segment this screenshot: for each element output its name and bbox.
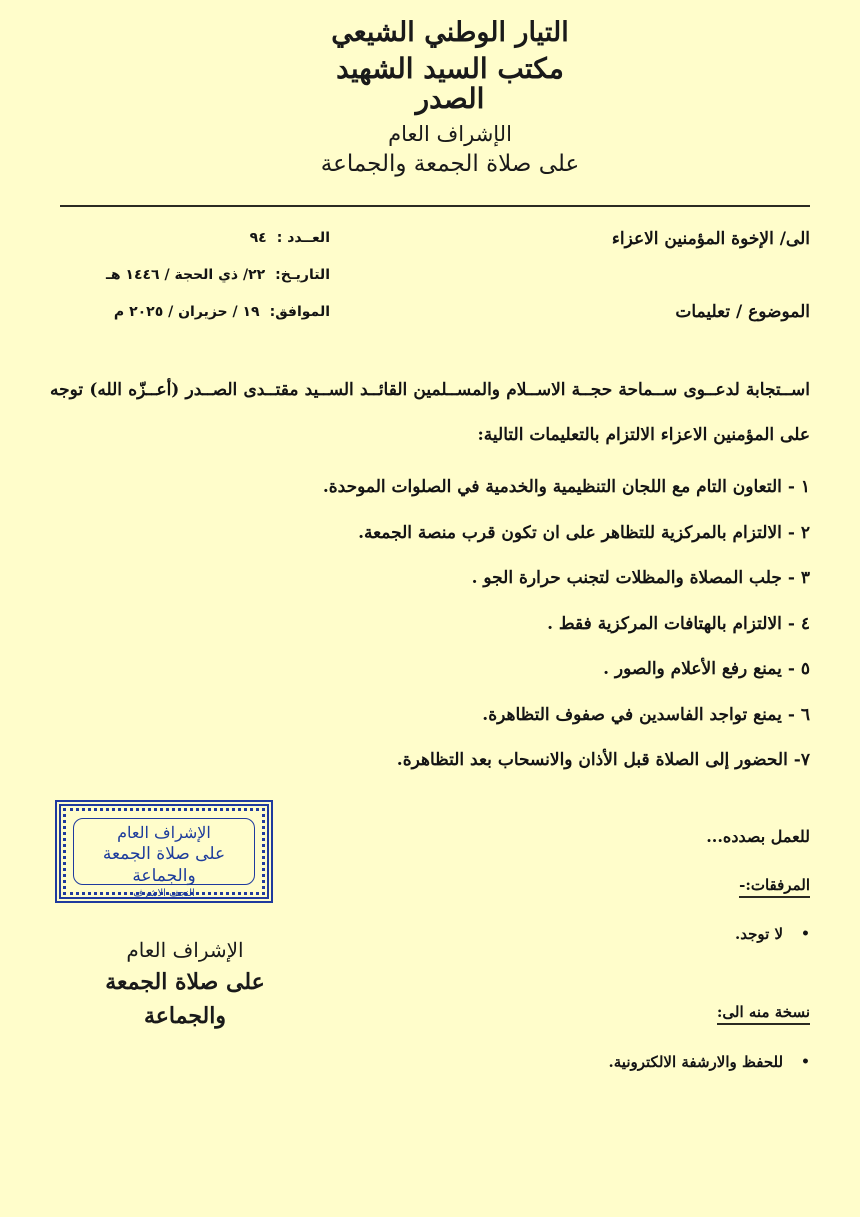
instruction-item xyxy=(190,472,810,518)
letterhead-org-name: التيار الوطني الشيعي xyxy=(331,17,569,48)
attachments-heading: المرفقات:- xyxy=(739,876,810,898)
instruction-number: ١ - xyxy=(787,477,810,497)
document-meta xyxy=(90,230,330,341)
instruction-item xyxy=(190,518,810,564)
bullet-icon: • xyxy=(801,926,810,942)
closing-line: للعمل بصدده... xyxy=(706,827,810,846)
instruction-text: الحضور إلى الصلاة قبل الأذان والانسحاب بعد التظاهرة. xyxy=(396,750,788,770)
meta-number-label: العــدد : xyxy=(276,230,330,246)
meta-gregorian-date-label: الموافق: xyxy=(269,304,330,320)
official-stamp xyxy=(55,800,273,903)
instructions-list xyxy=(190,472,810,791)
instruction-item xyxy=(190,745,810,791)
intro-paragraph: اســتجابة لدعــوى ســماحة حجــة الاســلام والمســلمين القائــد الســيد مقتــدى الصــدر (أعــزّه الله) توجه على المؤمنين الاعزاء الالتزام بالتعليمات التالية: xyxy=(50,380,810,445)
copies-heading: نسخة منه الى: xyxy=(717,1003,810,1025)
attachment-item xyxy=(735,925,810,943)
signature-line-1: الإشراف العام xyxy=(126,938,244,962)
instruction-item xyxy=(190,654,810,700)
meta-number xyxy=(90,230,330,267)
copy-recipient-item xyxy=(609,1053,810,1071)
stamp-line-3: النجف الاشرف xyxy=(133,888,195,899)
calligraphic-signature xyxy=(70,935,300,1033)
instruction-number: ٢ - xyxy=(787,522,810,543)
copy-recipient-text: للحفظ والارشفة الالكترونية. xyxy=(608,1053,784,1071)
instruction-item xyxy=(190,563,810,609)
stamp-line-1: الإشراف العام xyxy=(117,823,211,842)
instruction-number: ٤ - xyxy=(787,613,810,634)
meta-hijri-date-label: التاريـخ: xyxy=(275,267,330,283)
meta-hijri-date xyxy=(90,267,330,304)
letterhead xyxy=(300,18,600,178)
subject-line: الموضوع / تعليمات xyxy=(675,302,810,322)
attachment-item-text: لا توجد. xyxy=(734,925,784,943)
instruction-item xyxy=(190,700,810,746)
letterhead-department-sub: على صلاة الجمعة والجماعة xyxy=(320,151,580,178)
signature-line-2: على صلاة الجمعة والجماعة xyxy=(105,969,265,1029)
addressee: الى/ الإخوة المؤمنين الاعزاء xyxy=(611,229,810,249)
instruction-text: التعاون التام مع اللجان التنظيمية والخدمية في الصلوات الموحدة. xyxy=(322,477,782,497)
bullet-icon: • xyxy=(801,1054,810,1070)
stamp-line-2: على صلاة الجمعة والجماعة xyxy=(102,844,226,886)
instruction-number: ٣ - xyxy=(787,568,810,588)
instruction-text: الالتزام بالهتافات المركزية فقط . xyxy=(547,613,782,634)
instruction-text: يمنع تواجد الفاسدين في صفوف التظاهرة. xyxy=(482,704,782,725)
meta-number-value: ٩٤ xyxy=(249,230,267,246)
instruction-number: ٧- xyxy=(793,750,810,770)
instruction-text: الالتزام بالمركزية للتظاهر على ان تكون قرب منصة الجمعة. xyxy=(358,522,782,543)
instruction-item xyxy=(190,609,810,655)
meta-gregorian-date-value: ١٩ / حزيران / ٢٠٢٥ م xyxy=(113,304,260,320)
instruction-number: ٦ - xyxy=(787,704,810,725)
letterhead-office-name: مكتب السيد الشهيد الصدر xyxy=(336,51,564,116)
letterhead-department: الإشراف العام xyxy=(388,122,512,147)
header-divider xyxy=(60,205,810,207)
instruction-text: يمنع رفع الأعلام والصور . xyxy=(603,659,782,679)
instruction-number: ٥ - xyxy=(787,659,810,679)
instruction-text: جلب المصلاة والمظلات لتجنب حرارة الجو . xyxy=(471,568,782,588)
meta-hijri-date-value: ٢٢/ ذي الحجة / ١٤٤٦ هـ xyxy=(106,267,266,283)
stamp-inner-frame xyxy=(73,818,255,899)
meta-gregorian-date xyxy=(90,304,330,341)
